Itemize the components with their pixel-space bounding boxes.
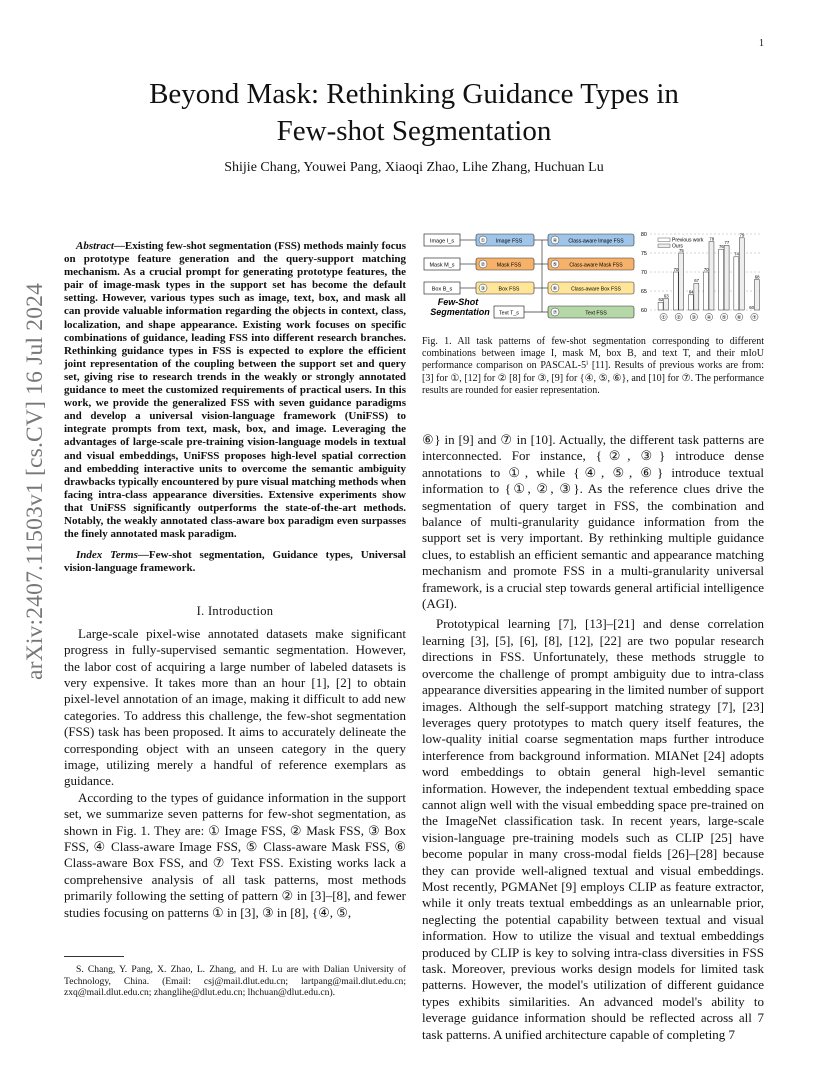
paper-title [64, 76, 764, 150]
abstract-text: —Existing few-shot segmentation (FSS) methods mainly focus on prototype feature generation and the query-support matching mechanism. As a crucial prompt for generating prototype features, the pair of image-mask types in the support set has become the default setting. However, various types such as image, text, box, and mask all can provide valuable information regarding the objects in context, class, localization, and shape appearance. Existing work focuses on specific combinations of guidance, leading FSS into different research branches. Rethinking guidance types in FSS is expected to explore the efficient joint representation of the coupling between the support set and query set, giving rise to research trends in the weakly or strongly annotated guidance to meet the customized requirements of practical users. In this work, we provide the generalized FSS with seven guidance paradigms and develop a universal vision-language framework (UniFSS) to integrate prompts from text, mask, box, and image. Leveraging the advantages of large-scale pre-training vision-language models in textual and visual embeddings, UniFSS proposes high-level spatial correction and embedding interactive units to overcome the semantic ambiguity drawbacks typically encountered by pure visual matching methods when facing intra-class appearance diversities. Extensive experiments show that UniFSS significantly outperforms the state-of-the-art methods. Notably, the weakly annotated class-aware box paradigm even surpasses the finely annotated mask paradigm. [64, 240, 406, 541]
data-label: 70 [673, 266, 679, 272]
input-image [424, 234, 460, 246]
author-list: Shijie Chang, Youwei Pang, Xiaoqi Zhao, Lihe Zhang, Huchuan Lu [224, 160, 604, 175]
bar-previous [673, 272, 678, 310]
data-label: 70 [703, 266, 709, 272]
input-mask [424, 258, 460, 270]
input-mask-label: Mask M_s [429, 262, 455, 269]
input-image-label: Image I_s [429, 238, 455, 245]
arxiv-stamp: arXiv:2407.11503v1 [cs.CV] 16 Jul 2024 [22, 282, 48, 680]
right-column [422, 432, 764, 1043]
x-tick-label: ③ [691, 315, 697, 321]
circle-7: ⑦ [552, 310, 558, 316]
page-number: 1 [759, 38, 764, 49]
data-label: 63 [663, 293, 669, 299]
text-input-label: Text T_s [499, 310, 519, 317]
data-label: 75 [679, 247, 684, 253]
circle-3: ③ [480, 286, 486, 292]
class-box-6-label: Class-aware Box FSS [571, 286, 621, 293]
few-shot-label: Few-Shot [437, 297, 479, 307]
data-label: 79 [739, 232, 745, 238]
right-paragraph-1: ⑥} in [9] and ⑦ in [10]. Actually, the different task patterns are interconnected. For instance, {②, ③} introduce dense annotations to ①, while {④, ⑤, ⑥} introduce textual information to {①, ②, ③}. As the reference clues drive the segmentation of query target in FSS, the combination and balance of multi-granularity guidance information from the support set is very important. By rethinking multiple guidance clues, to establish an efficient semantic and appearance matching mechanism and promote FSS in a multi-granularity universal framework, is a crucial step towards general artificial intelligence (AGI). [422, 432, 764, 612]
x-tick-label: ⑥ [737, 315, 742, 321]
fss-box-1 [476, 234, 534, 246]
segmentation-label: Segmentation [430, 307, 490, 317]
fss-box-3-label: Box FSS [498, 286, 520, 293]
data-label: 62 [658, 297, 664, 303]
text-fss-box [548, 306, 634, 318]
left-column [64, 240, 406, 921]
data-label: 74 [734, 251, 739, 257]
title-line-2: Few-shot Segmentation [276, 115, 552, 147]
circle-6: ⑥ [552, 286, 558, 292]
class-box-4-label: Class-aware Image FSS [568, 238, 624, 245]
text-fss-label: Text FSS [585, 310, 607, 317]
title-line-1: Beyond Mask: Rethinking Guidance Types in [149, 78, 679, 110]
class-box-4 [548, 234, 634, 246]
y-tick-label: 70 [640, 270, 647, 276]
bar-previous [719, 249, 724, 310]
fss-box-2 [476, 258, 534, 270]
legend-swatch [658, 238, 670, 242]
y-tick-label: 65 [640, 289, 647, 295]
data-label: 78 [709, 236, 715, 242]
data-label: 60 [749, 304, 755, 310]
data-label: 64 [688, 289, 694, 295]
bar-ours [709, 242, 714, 310]
bar-previous [688, 295, 693, 310]
circle-2: ② [480, 262, 486, 268]
circle-4: ④ [552, 238, 558, 244]
data-label: 67 [694, 278, 699, 284]
right-paragraph-2: Prototypical learning [7], [13]–[21] and dense correlation learning [3], [5], [6], [8], [12], [22] are two popular research directions in FSS. Unfortunately, these methods struggle to overcome the challenge of prompt ambiguity due to intra-class appearance diversities appearing in the limited number of support images. Although the self-support matching strategy [7], [23] leverages query prototypes to match query itself features, the low-quality initial coarse segmentation maps further introduce interference from background information. MIANet [24] adopts word embeddings to obtain general high-level semantic information. However, the independent textual embedding space cannot align well with the visual embedding space pre-trained on the ImageNet classification task. In recent years, large-scale vision-language pre-training models such as CLIP [25] have become popular in many cross-modal fields [26]–[28] because they can provide well-aligned textual and visual embeddings. Most recently, PGMANet [9] employs CLIP as feature extractor, while it only treats textual embeddings as an unlearnable prior, neglecting the potential capability between textual and visual information. How to utilize the visual and textual embeddings produced by CLIP is key to solving intra-class diversities in FSS task. Moreover, previous works design models for limited task patterns. However, the model's utilization of different guidance types exhibits similarities. An advanced model's ability to leverage guidance information should be reflected across all 7 task patterns. A unified architecture capable of completing 7 [422, 616, 764, 1042]
fss-box-2-label: Mask FSS [496, 262, 522, 269]
legend-swatch [658, 244, 670, 248]
class-box-5 [548, 258, 634, 270]
bar-ours [664, 299, 669, 310]
x-tick-label: ② [676, 315, 681, 321]
intro-paragraph-1: Large-scale pixel-wise annotated datasets make significant progress in fully-supervised semantic segmentation. However, the labor cost of acquiring a large number of labeled datasets is very expensive. It takes more than an hour [1], [2] to obtain pixel-level annotation of an image, making it difficult to add new categories. To address this challenge, the few-shot segmentation (FSS) task has been proposed. It aims to accurately delineate the corresponding object with an unseen category in the query image, utilizing merely a handful of reference exemplars as guidance. [64, 625, 406, 789]
data-label: 77 [724, 240, 730, 246]
legend-label: Ours [672, 243, 683, 250]
input-box-label: Box B_s [431, 286, 453, 293]
bar-ours [724, 245, 729, 310]
x-tick-label: ① [661, 315, 666, 321]
legend-label: Previous work [672, 237, 704, 244]
y-tick-label: 80 [640, 232, 647, 238]
class-box-5-label: Class-aware Mask FSS [569, 262, 623, 269]
x-tick-label: ④ [706, 315, 712, 321]
index-terms-label: Index Terms [76, 549, 138, 562]
bar-previous [704, 272, 709, 310]
circle-5: ⑤ [552, 262, 558, 268]
index-terms [64, 549, 406, 575]
abstract-label: Abstract [76, 240, 114, 252]
footnote: S. Chang, Y. Pang, X. Zhao, L. Zhang, and H. Lu are with Dalian University of Technology, China. (Email: csj@mail.dlut.edu.cn; lartpang@mail.dlut.edu.cn; zxq@mail.dlut.edu.cn; zhanglihe@dlut.edu.cn; lhchuan@dlut.edu.cn). [64, 964, 406, 999]
mIoU-bar-chart [641, 232, 762, 321]
data-label: 68 [754, 274, 760, 280]
footnote-rule [64, 956, 124, 957]
index-terms-text: —Few-shot segmentation, Guidance types, Universal vision-language framework. [64, 549, 406, 575]
bar-previous [658, 302, 663, 310]
fss-box-3 [476, 282, 534, 294]
intro-paragraph-2: According to the types of guidance information in the support set, we summarize seven patterns for few-shot segmentation, as shown in Fig. 1. They are: ① Image FSS, ② Mask FSS, ③ Box FSS, ④ Class-aware Image FSS, ⑤ Class-aware Mask FSS, ⑥ Class-aware Box FSS, and ⑦ Text FSS. Existing works lack a comprehensive analysis of all task patterns, most methods primarily following the setting of pattern ② in [3]–[8], and fewer studies focusing on patterns ① in [3], ③ in [8], {④, ⑤, [64, 789, 406, 920]
section-heading: I. Introduction [196, 604, 274, 619]
bar-ours [679, 253, 684, 310]
fss-box-1-label: Image FSS [495, 238, 523, 245]
x-tick-label: ⑦ [752, 315, 757, 321]
y-tick-label: 60 [640, 308, 647, 314]
figure-1-caption: Fig. 1. All task patterns of few-shot segmentation corresponding to different combinations between image I, mask M, box B, and text T, and their mIoU performance comparison on PASCAL-5ⁱ [11]. Results of previous works are from: [3] for ①, [12] for ② [8] for ③, [9] for {④, ⑤, ⑥}, and [10] for ⑦. The performance results are rounded for easier representation. [422, 336, 764, 396]
bar-previous [734, 257, 739, 310]
figure-1 [422, 226, 764, 326]
class-box-6 [548, 282, 634, 294]
abstract [64, 240, 406, 541]
data-label: 76 [719, 244, 724, 249]
text-input [494, 306, 524, 318]
input-box [424, 282, 460, 294]
y-tick-label: 75 [640, 251, 647, 257]
bar-ours [754, 280, 759, 310]
bar-ours [739, 238, 744, 310]
bar-ours [694, 283, 699, 310]
circle-1: ① [480, 238, 486, 244]
x-tick-label: ⑤ [721, 315, 727, 321]
figure-1-svg [422, 226, 764, 326]
